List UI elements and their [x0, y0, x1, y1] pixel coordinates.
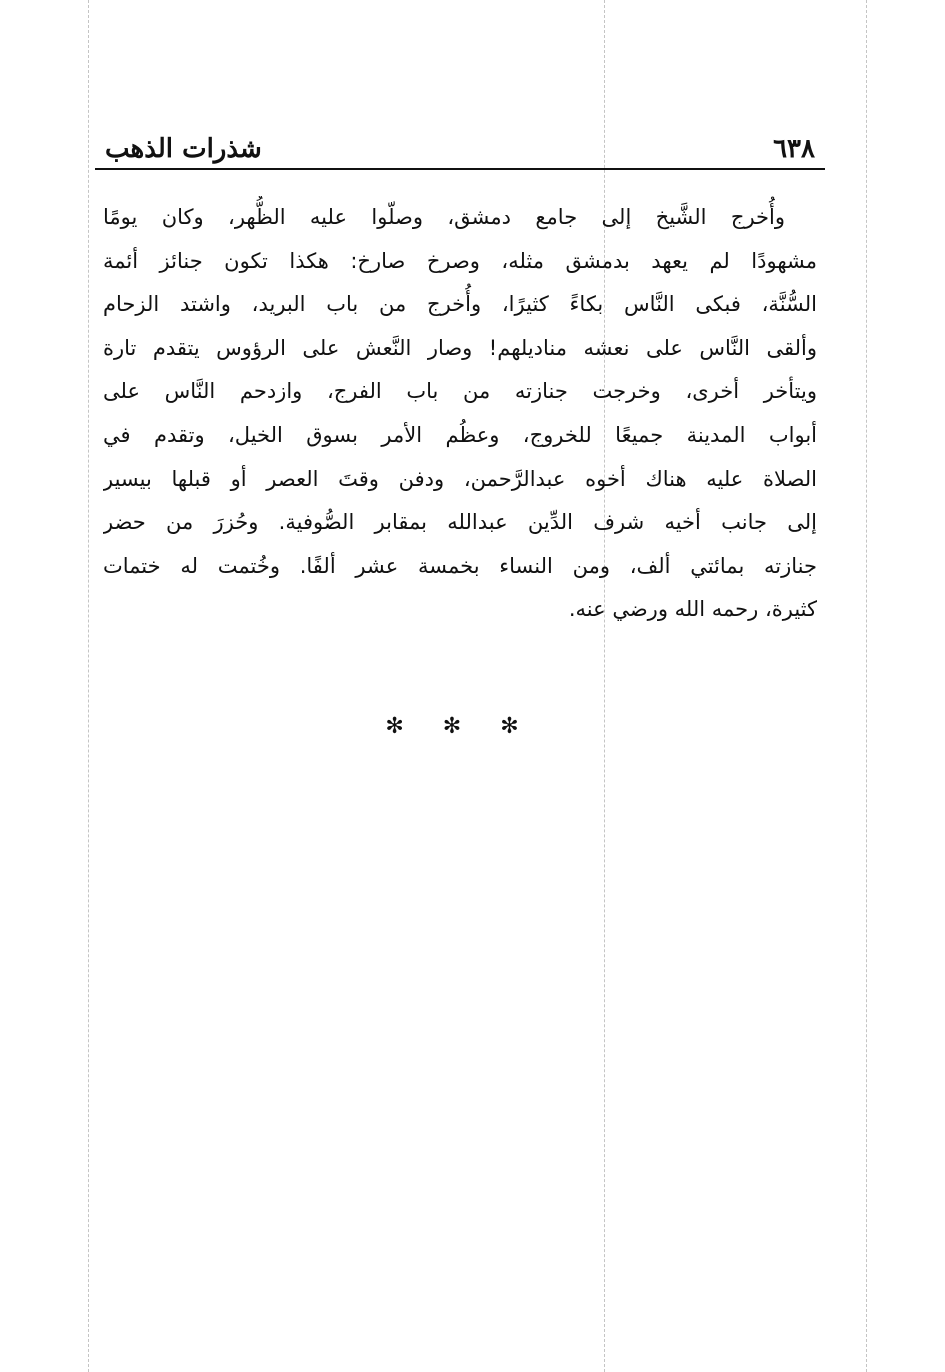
- page-number: ٦٣٨: [773, 134, 815, 164]
- text-line: أبواب المدينة جميعًا للخروج، وعظُم الأمر بسوق الخيل، وتقدم في: [103, 422, 817, 447]
- book-page: [95, 128, 825, 739]
- text-line: ويتأخر أخرى، وخرجت جنازته من باب الفرج، وازدحم النَّاس على: [103, 379, 817, 404]
- running-title: شذرات الذهب: [105, 134, 262, 164]
- text-line: السُّنَّة، فبكى النَّاس بكاءً كثيرًا، وأُخرج من باب البريد، واشتد الزحام: [103, 292, 817, 317]
- section-separator: ✻ ✻ ✻: [385, 713, 535, 739]
- scan-guide-line: [88, 0, 89, 1372]
- text-line: كثيرة، رحمه الله ورضي عنه.: [568, 597, 817, 622]
- scan-guide-line: [866, 0, 867, 1372]
- text-line: إلى جانب أخيه شرف الدِّين عبدالله بمقابر الصُّوفية. وحُزرَ من حضر: [103, 510, 817, 535]
- text-line: وأُخرج الشَّيخ إلى جامع دمشق، وصلّوا عليه الظُّهر، وكان يومًا: [103, 205, 785, 229]
- page-header: [95, 128, 825, 170]
- text-line: الصلاة عليه هناك أخوه عبدالرَّحمن، ودفن وقتَ العصر أو قبلها بيسير: [103, 466, 817, 491]
- text-line: مشهودًا لم يعهد بدمشق مثله، وصرخ صارخ: هكذا تكون جنائز أئمة: [103, 248, 817, 273]
- text-line: جنازته بمائتي ألف، ومن النساء بخمسة عشر ألفًا. وخُتمت له ختمات: [103, 553, 817, 578]
- body-text: [95, 196, 825, 632]
- text-line: وألقى النَّاس على نعشه مناديلهم! وصار النَّعش على الرؤوس يتقدم تارة: [103, 335, 817, 360]
